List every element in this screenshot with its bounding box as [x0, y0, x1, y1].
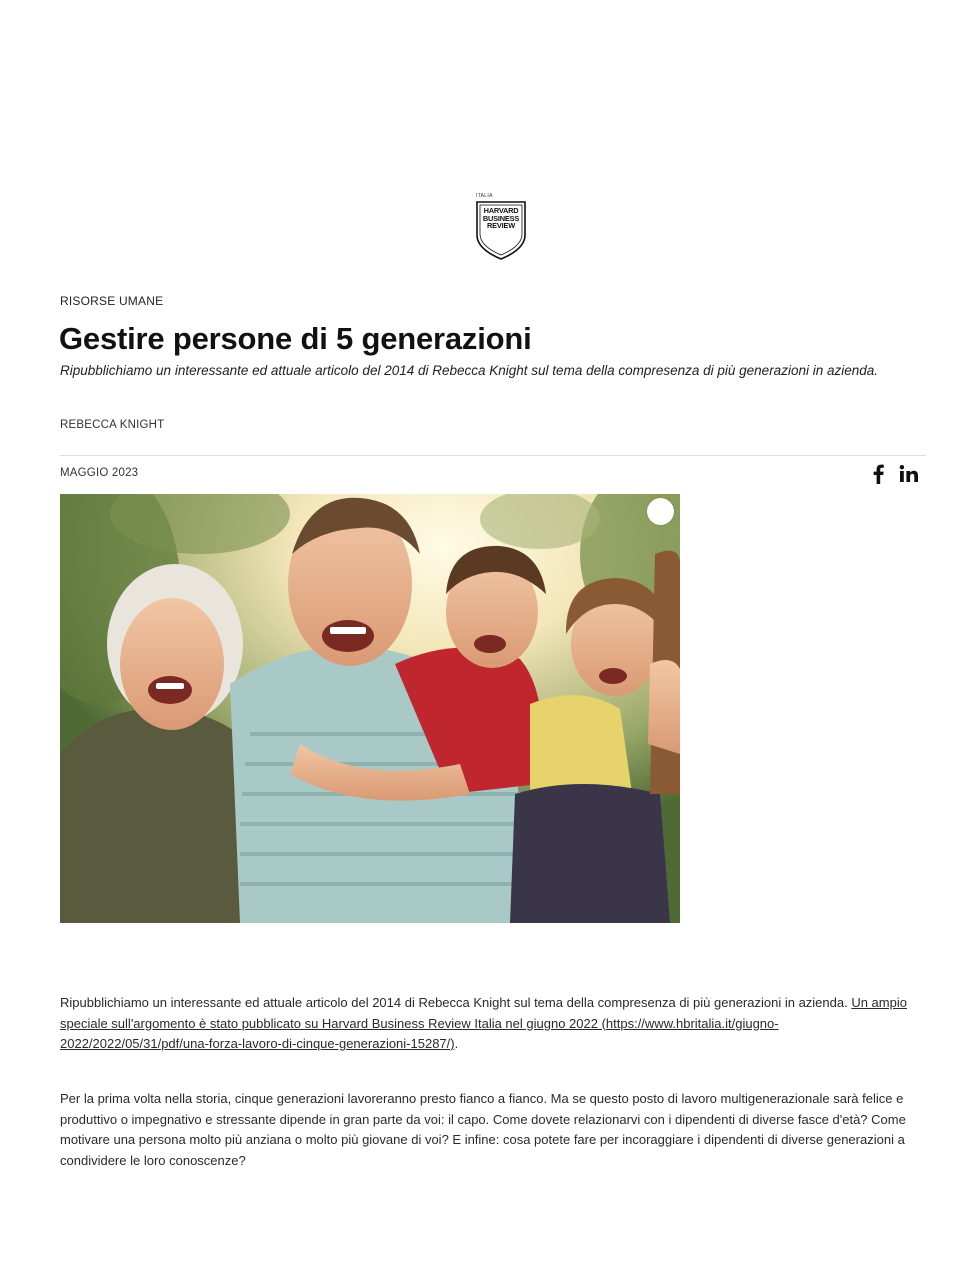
article-title: Gestire persone di 5 generazioni — [59, 321, 532, 356]
body-paragraph-1 — [60, 993, 920, 1055]
hbr-italia-logo[interactable] — [474, 193, 528, 261]
article-subtitle: Ripubblichiamo un interessante ed attuale articolo del 2014 di Rebecca Knight sul tema della compresenza di più generazioni in azienda. — [60, 363, 879, 378]
linkedin-icon — [898, 463, 920, 485]
linkedin-share-button[interactable] — [898, 463, 920, 485]
paragraph-1-end: . — [454, 1036, 459, 1051]
article-date: MAGGIO 2023 — [60, 467, 139, 479]
hero-image — [60, 494, 680, 923]
family-photo-illustration — [60, 494, 680, 923]
image-overlay-dot[interactable] — [647, 498, 674, 525]
article-author[interactable]: REBECCA KNIGHT — [60, 419, 165, 431]
facebook-icon — [870, 463, 886, 485]
paragraph-1-intro: Ripubblichiamo un interessante ed attuale articolo del 2014 di Rebecca Knight sul tema della compresenza di più generazioni in azienda. — [60, 995, 852, 1010]
divider — [60, 455, 926, 456]
facebook-share-button[interactable] — [870, 463, 886, 485]
logo-country: ITALIA — [476, 193, 493, 199]
article-category[interactable]: RISORSE UMANE — [60, 294, 164, 308]
logo-wordmark: HARVARD BUSINESS REVIEW — [482, 206, 520, 231]
hbr-speciale-link[interactable]: Un ampio speciale sull'argomento è stato pubblicato su Harvard Business Review Italia nel giugno 2022 (https://www.hbritalia.it/giugno-2022/2022/05/31/pdf/una-forza-lavoro-di-cinque-generazioni-15287/) — [60, 995, 907, 1051]
body-paragraph-2: Per la prima volta nella storia, cinque generazioni lavoreranno presto fianco a fianco. Ma se questo posto di lavoro multigenerazionale sarà felice e produttivo o impegnativo e stressante dipende in gran parte da voi: il capo. Come dovete relazionarvi con i dipendenti di diverse fasce d'età? Come motivare una persona molto più anziana o molto più giovane di voi? E infine: cosa potete fare per incoraggiare i dipendenti di diverse generazioni a condividere le loro conoscenze? — [60, 1091, 906, 1168]
